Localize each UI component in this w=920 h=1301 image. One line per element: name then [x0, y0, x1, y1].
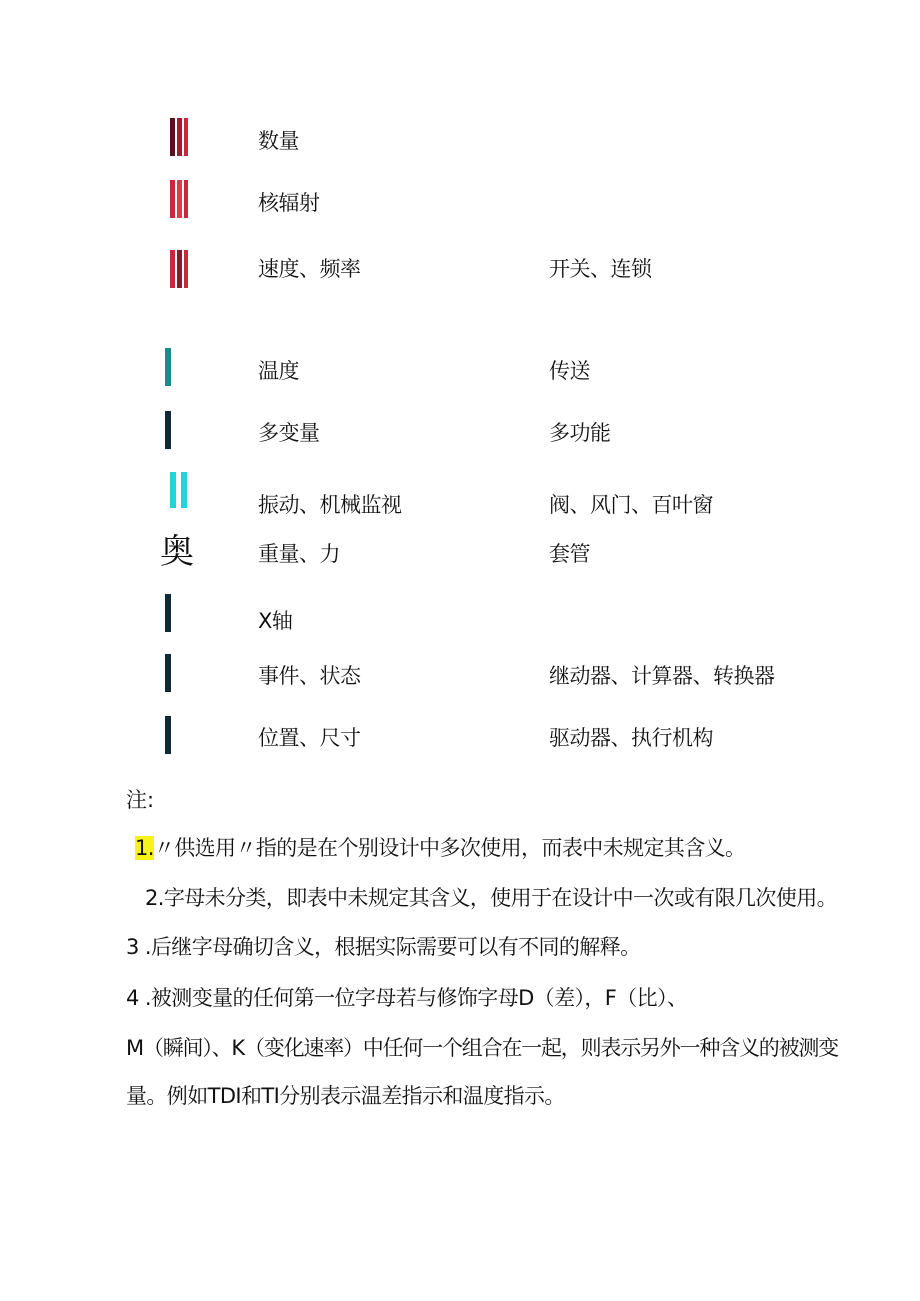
note-1-text: 〃供选用〃指的是在个别设计中多次使用，而表中未规定其含义。	[153, 836, 746, 860]
table-row	[0, 118, 920, 158]
letter-symbol	[160, 411, 200, 451]
table-row	[0, 472, 920, 517]
function-label: 继动器、计算器、转换器	[549, 664, 775, 688]
table-row	[0, 716, 920, 756]
note-3: 3 .后继字母确切含义，根据实际需要可以有不同的解释。	[126, 935, 641, 959]
variable-label: 事件、状态	[258, 664, 361, 688]
note-2: 2.字母未分类，即表中未规定其含义，使用于在设计中一次或有限几次使用。	[145, 886, 838, 910]
letter-symbol	[160, 532, 200, 572]
note-4-line-2: M（瞬间）、K（变化速率）中任何一个组合在一起，则表示另外一种含义的被测变	[126, 1036, 838, 1060]
letter-symbol	[160, 654, 200, 694]
table-row	[0, 348, 920, 388]
table-row	[0, 180, 920, 220]
function-label: 开关、连锁	[549, 257, 652, 281]
letter-symbol	[160, 348, 200, 388]
variable-label: 温度	[258, 359, 299, 383]
variable-label: 数量	[258, 129, 299, 153]
function-label: 传送	[549, 359, 590, 383]
note-1-number: 1.	[135, 836, 154, 860]
letter-symbol	[160, 472, 200, 512]
letter-symbol	[160, 250, 200, 290]
note-4-line-3: 量。例如TDI和TI分别表示温差指示和温度指示。	[126, 1084, 565, 1108]
letter-symbol	[160, 716, 200, 756]
letter-symbol	[160, 118, 200, 158]
note-4-line-1: 4 .被测变量的任何第一位字母若与修饰字母D（差），F（比）、	[126, 986, 688, 1010]
note-1	[135, 834, 745, 862]
table-row	[0, 654, 920, 694]
letter-glyph: 奥	[160, 532, 194, 572]
variable-label: 振动、机械监视	[258, 493, 402, 517]
function-label: 多功能	[549, 421, 611, 445]
table-row	[0, 532, 920, 572]
letter-symbol	[160, 594, 200, 634]
variable-label: 多变量	[258, 421, 320, 445]
variable-label: X轴	[258, 609, 293, 633]
notes-heading: 注:	[126, 788, 155, 812]
variable-label: 位置、尺寸	[258, 726, 361, 750]
variable-label: 重量、力	[258, 542, 340, 566]
variable-label: 速度、频率	[258, 257, 361, 281]
function-label: 驱动器、执行机构	[549, 726, 713, 750]
table-row	[0, 250, 920, 290]
letter-symbol	[160, 180, 200, 220]
table-row	[0, 411, 920, 451]
function-label: 阀、风门、百叶窗	[549, 493, 713, 517]
table-row	[0, 594, 920, 634]
variable-label: 核辐射	[258, 191, 320, 215]
function-label: 套管	[549, 542, 590, 566]
